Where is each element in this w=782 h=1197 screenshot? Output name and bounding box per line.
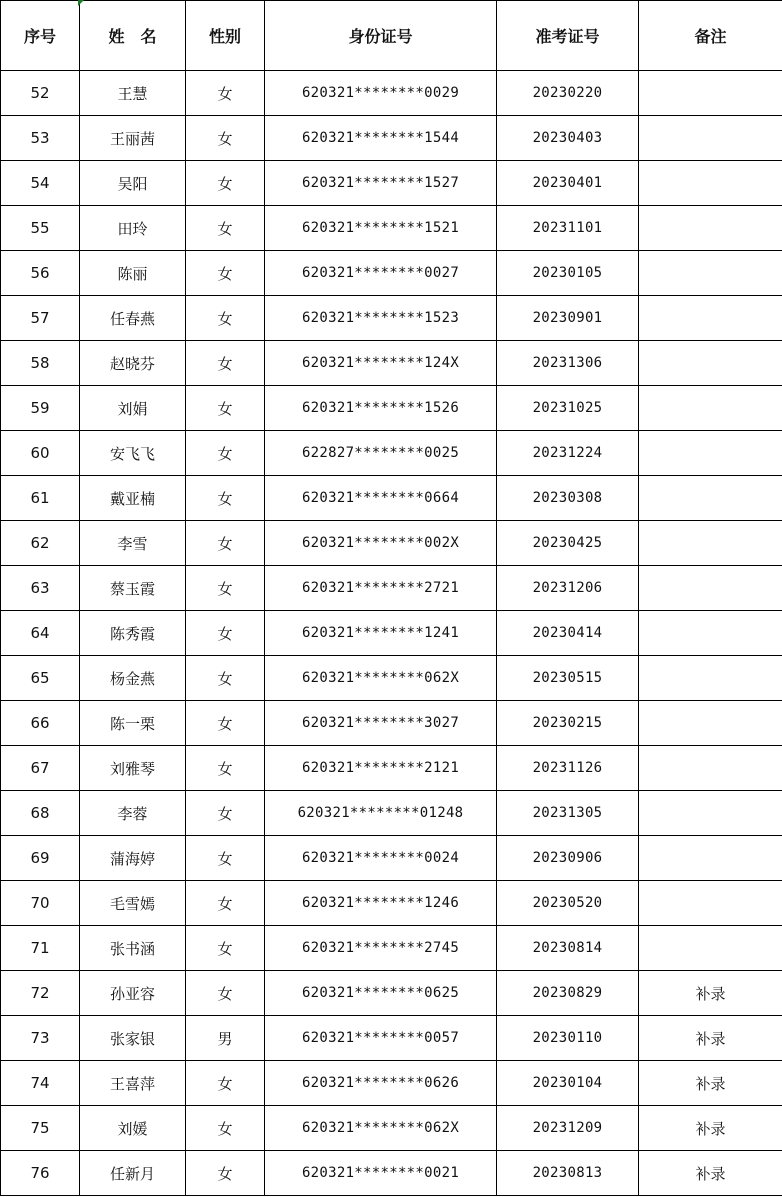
cell-remark xyxy=(639,611,782,656)
cell-exam-number: 20230215 xyxy=(497,701,639,746)
cell-remark xyxy=(639,521,782,566)
cell-name: 蔡玉霞 xyxy=(80,566,186,611)
cell-exam-number: 20230308 xyxy=(497,476,639,521)
cell-id-number: 620321********1241 xyxy=(265,611,497,656)
cell-remark xyxy=(639,341,782,386)
cell-gender: 女 xyxy=(186,296,265,341)
cell-index: 69 xyxy=(1,836,80,881)
cell-index: 55 xyxy=(1,206,80,251)
cell-index: 62 xyxy=(1,521,80,566)
cell-index: 58 xyxy=(1,341,80,386)
cell-id-number: 620321********0625 xyxy=(265,971,497,1016)
table-row xyxy=(1,71,782,116)
cell-exam-number: 20230401 xyxy=(497,161,639,206)
cell-remark: 补录 xyxy=(639,971,782,1016)
cell-index: 70 xyxy=(1,881,80,926)
cell-id-number: 620321********0021 xyxy=(265,1151,497,1196)
cell-index: 54 xyxy=(1,161,80,206)
cell-index: 61 xyxy=(1,476,80,521)
cell-exam-number: 20230906 xyxy=(497,836,639,881)
cell-remark: 补录 xyxy=(639,1016,782,1061)
cell-id-number: 620321********2121 xyxy=(265,746,497,791)
cell-gender: 女 xyxy=(186,971,265,1016)
cell-id-number: 620321********0626 xyxy=(265,1061,497,1106)
cell-id-number: 620321********1527 xyxy=(265,161,497,206)
cell-exam-number: 20231209 xyxy=(497,1106,639,1151)
cell-index: 71 xyxy=(1,926,80,971)
cell-index: 59 xyxy=(1,386,80,431)
table-row xyxy=(1,881,782,926)
cell-gender: 男 xyxy=(186,1016,265,1061)
cell-exam-number: 20230520 xyxy=(497,881,639,926)
cell-gender: 女 xyxy=(186,881,265,926)
cell-id-number: 620321********124X xyxy=(265,341,497,386)
cell-gender: 女 xyxy=(186,431,265,476)
header-remark: 备注 xyxy=(639,1,782,71)
cell-exam-number: 20231305 xyxy=(497,791,639,836)
cell-name: 杨金燕 xyxy=(80,656,186,701)
cell-index: 66 xyxy=(1,701,80,746)
cell-remark: 补录 xyxy=(639,1106,782,1151)
cell-exam-number: 20231101 xyxy=(497,206,639,251)
table-row xyxy=(1,1061,782,1106)
cell-name: 陈秀霞 xyxy=(80,611,186,656)
cell-name: 陈丽 xyxy=(80,251,186,296)
table-row xyxy=(1,1016,782,1061)
table-row xyxy=(1,521,782,566)
cell-gender: 女 xyxy=(186,926,265,971)
cell-remark xyxy=(639,791,782,836)
cell-name: 李雪 xyxy=(80,521,186,566)
cell-name: 陈一栗 xyxy=(80,701,186,746)
table-row xyxy=(1,791,782,836)
header-id-number: 身份证号 xyxy=(265,1,497,71)
cell-id-number: 620321********01248 xyxy=(265,791,497,836)
cell-name: 王丽茜 xyxy=(80,116,186,161)
cell-name: 刘雅琴 xyxy=(80,746,186,791)
table-row xyxy=(1,476,782,521)
table-row xyxy=(1,1106,782,1151)
table-row xyxy=(1,971,782,1016)
table-row xyxy=(1,1151,782,1196)
table-row xyxy=(1,836,782,881)
header-gender: 性别 xyxy=(186,1,265,71)
cell-gender: 女 xyxy=(186,746,265,791)
cell-name: 孙亚容 xyxy=(80,971,186,1016)
cell-id-number: 620321********1544 xyxy=(265,116,497,161)
cell-id-number: 622827********0025 xyxy=(265,431,497,476)
cell-index: 68 xyxy=(1,791,80,836)
cell-remark xyxy=(639,926,782,971)
cell-remark xyxy=(639,566,782,611)
cell-remark xyxy=(639,251,782,296)
cell-exam-number: 20231206 xyxy=(497,566,639,611)
cell-id-number: 620321********0027 xyxy=(265,251,497,296)
cell-gender: 女 xyxy=(186,836,265,881)
cell-name: 戴亚楠 xyxy=(80,476,186,521)
cell-name: 任春燕 xyxy=(80,296,186,341)
cell-index: 63 xyxy=(1,566,80,611)
cell-gender: 女 xyxy=(186,71,265,116)
cell-name: 刘娟 xyxy=(80,386,186,431)
cell-exam-number: 20231025 xyxy=(497,386,639,431)
cell-remark xyxy=(639,431,782,476)
cell-remark: 补录 xyxy=(639,1061,782,1106)
cell-gender: 女 xyxy=(186,791,265,836)
cell-id-number: 620321********1523 xyxy=(265,296,497,341)
cell-name: 蒲海婷 xyxy=(80,836,186,881)
cell-name: 王喜萍 xyxy=(80,1061,186,1106)
table-row xyxy=(1,566,782,611)
cell-gender: 女 xyxy=(186,341,265,386)
cell-gender: 女 xyxy=(186,521,265,566)
cell-id-number: 620321********0057 xyxy=(265,1016,497,1061)
table-row xyxy=(1,386,782,431)
cell-gender: 女 xyxy=(186,1106,265,1151)
cell-id-number: 620321********062X xyxy=(265,1106,497,1151)
cell-exam-number: 20231224 xyxy=(497,431,639,476)
cell-name: 吴阳 xyxy=(80,161,186,206)
cell-id-number: 620321********0029 xyxy=(265,71,497,116)
cell-exam-number: 20230814 xyxy=(497,926,639,971)
cell-remark xyxy=(639,161,782,206)
cell-index: 76 xyxy=(1,1151,80,1196)
cell-name: 赵晓芬 xyxy=(80,341,186,386)
cell-exam-number: 20230403 xyxy=(497,116,639,161)
cell-gender: 女 xyxy=(186,1061,265,1106)
cell-id-number: 620321********2721 xyxy=(265,566,497,611)
cell-name: 安飞飞 xyxy=(80,431,186,476)
cell-selection-marker xyxy=(78,0,84,6)
cell-name: 田玲 xyxy=(80,206,186,251)
cell-remark xyxy=(639,116,782,161)
table-row xyxy=(1,161,782,206)
cell-id-number: 620321********002X xyxy=(265,521,497,566)
table-row xyxy=(1,341,782,386)
cell-exam-number: 20230104 xyxy=(497,1061,639,1106)
cell-id-number: 620321********1246 xyxy=(265,881,497,926)
cell-exam-number: 20230414 xyxy=(497,611,639,656)
table-row xyxy=(1,251,782,296)
cell-remark xyxy=(639,206,782,251)
cell-gender: 女 xyxy=(186,161,265,206)
cell-exam-number: 20231306 xyxy=(497,341,639,386)
cell-name: 李蓉 xyxy=(80,791,186,836)
cell-gender: 女 xyxy=(186,566,265,611)
cell-gender: 女 xyxy=(186,701,265,746)
cell-id-number: 620321********0024 xyxy=(265,836,497,881)
cell-remark xyxy=(639,386,782,431)
table-row xyxy=(1,206,782,251)
cell-gender: 女 xyxy=(186,251,265,296)
cell-gender: 女 xyxy=(186,611,265,656)
cell-remark xyxy=(639,836,782,881)
cell-gender: 女 xyxy=(186,206,265,251)
cell-remark xyxy=(639,881,782,926)
table-row xyxy=(1,656,782,701)
cell-id-number: 620321********1521 xyxy=(265,206,497,251)
cell-exam-number: 20230515 xyxy=(497,656,639,701)
cell-index: 53 xyxy=(1,116,80,161)
cell-exam-number: 20230901 xyxy=(497,296,639,341)
cell-name: 王慧 xyxy=(80,71,186,116)
cell-exam-number: 20230110 xyxy=(497,1016,639,1061)
cell-name: 张书涵 xyxy=(80,926,186,971)
cell-gender: 女 xyxy=(186,476,265,521)
table-row xyxy=(1,116,782,161)
table-row xyxy=(1,296,782,341)
table-body xyxy=(1,71,782,1196)
cell-remark xyxy=(639,476,782,521)
cell-remark xyxy=(639,746,782,791)
table-row xyxy=(1,746,782,791)
cell-name: 毛雪嫣 xyxy=(80,881,186,926)
cell-remark: 补录 xyxy=(639,1151,782,1196)
cell-index: 60 xyxy=(1,431,80,476)
cell-index: 67 xyxy=(1,746,80,791)
cell-remark xyxy=(639,656,782,701)
cell-name: 任新月 xyxy=(80,1151,186,1196)
cell-gender: 女 xyxy=(186,386,265,431)
cell-id-number: 620321********0664 xyxy=(265,476,497,521)
cell-remark xyxy=(639,701,782,746)
cell-exam-number: 20230425 xyxy=(497,521,639,566)
cell-id-number: 620321********3027 xyxy=(265,701,497,746)
cell-gender: 女 xyxy=(186,1151,265,1196)
cell-index: 65 xyxy=(1,656,80,701)
cell-index: 57 xyxy=(1,296,80,341)
cell-gender: 女 xyxy=(186,656,265,701)
table-row xyxy=(1,431,782,476)
cell-id-number: 620321********1526 xyxy=(265,386,497,431)
cell-exam-number: 20230220 xyxy=(497,71,639,116)
cell-index: 64 xyxy=(1,611,80,656)
cell-index: 52 xyxy=(1,71,80,116)
cell-exam-number: 20230813 xyxy=(497,1151,639,1196)
header-row xyxy=(1,1,782,71)
cell-name: 刘媛 xyxy=(80,1106,186,1151)
table-row xyxy=(1,701,782,746)
cell-exam-number: 20230105 xyxy=(497,251,639,296)
cell-name: 张家银 xyxy=(80,1016,186,1061)
cell-id-number: 620321********2745 xyxy=(265,926,497,971)
cell-remark xyxy=(639,296,782,341)
cell-remark xyxy=(639,71,782,116)
cell-id-number: 620321********062X xyxy=(265,656,497,701)
header-index: 序号 xyxy=(1,1,80,71)
cell-index: 73 xyxy=(1,1016,80,1061)
header-exam-number: 准考证号 xyxy=(497,1,639,71)
cell-index: 75 xyxy=(1,1106,80,1151)
cell-index: 72 xyxy=(1,971,80,1016)
cell-gender: 女 xyxy=(186,116,265,161)
table-row xyxy=(1,926,782,971)
cell-index: 74 xyxy=(1,1061,80,1106)
cell-exam-number: 20231126 xyxy=(497,746,639,791)
header-name: 姓 名 xyxy=(80,1,186,71)
table-row xyxy=(1,611,782,656)
cell-exam-number: 20230829 xyxy=(497,971,639,1016)
cell-index: 56 xyxy=(1,251,80,296)
